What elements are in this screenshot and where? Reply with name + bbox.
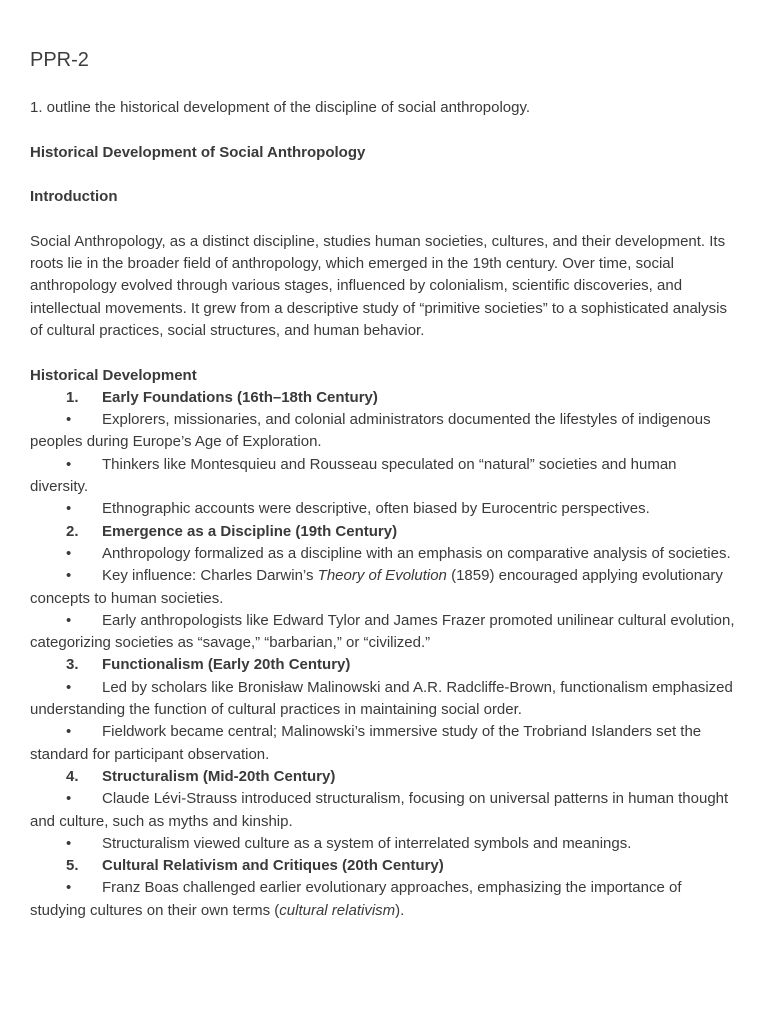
list-item: • Claude Lévi-Strauss introduced structuralism, focusing on universal patterns in human thought and culture, such as myths and kinship. [30,790,729,830]
bullet-icon: • [66,411,72,429]
section-heading: 2. Emergence as a Discipline (19th Century) [66,522,398,540]
list-item: • Structuralism viewed culture as a system of interrelated symbols and meanings. [30,833,738,855]
bullet-icon: • [66,723,72,741]
list-item: • Early anthropologists like Edward Tylor and James Frazer promoted unilinear cultural evolution, categorizing societies as “savage,” “barbarian,” or “civilized.” [30,611,735,652]
list-item: • Key influence: Charles Darwin’s Theory of Evolution (1859) encouraged applying evolutionary concepts to human societies. [30,567,723,607]
intro-paragraph: Social Anthropology, as a distinct discipline, studies human societies, cultures, and their development. Its roots lie in the broader field of anthropology, which emerged in the 19th century. Over time, social anthropology evolved through various stages, influenced by colonialism, scientific discoveries, and intellectual movements. It grew from a descriptive study of “primitive societies” to a sophisticated analysis of cultural practices, social structures, and human behavior. [30,232,727,339]
page-title: PPR-2 [30,49,89,71]
list-item: • Ethnographic accounts were descriptive, often biased by Eurocentric perspectives. [30,498,738,520]
bullet-icon: • [66,567,72,585]
bullet-icon: • [66,500,72,518]
section-heading: 1. Early Foundations (16th–18th Century) [66,388,378,406]
list-item: • Franz Boas challenged earlier evolutionary approaches, emphasizing the importance of studying cultures on their own terms (cultural relativism). [30,879,682,919]
bullet-icon: • [66,678,72,696]
section-heading: 5. Cultural Relativism and Critiques (20th Century) [66,857,444,875]
section-heading: 4. Structuralism (Mid-20th Century) [66,767,336,785]
list-item: • Led by scholars like Bronisław Malinowski and A.R. Radcliffe-Brown, functionalism emphasized understanding the function of cultural practices in maintaining social order. [30,678,733,719]
bullet-icon: • [66,834,72,852]
bullet-icon: • [66,544,72,562]
list-item: • Fieldwork became central; Malinowski’s immersive study of the Trobriand Islanders set the standard for participant observation. [30,723,702,763]
main-heading: Historical Development of Social Anthropology [30,143,366,161]
list-item: • Explorers, missionaries, and colonial administrators documented the lifestyles of indigenous peoples during Europe’s Age of Exploration. [30,411,711,451]
question-text: 1. outline the historical development of the discipline of social anthropology. [30,99,531,116]
bullet-icon: • [66,879,72,897]
list-item: • Thinkers like Montesquieu and Rousseau speculated on “natural” societies and human diversity. [30,455,677,496]
historical-heading: Historical Development [30,366,197,384]
bullet-icon: • [66,611,72,629]
bullet-icon: • [66,790,72,808]
section-heading: 3. Functionalism (Early 20th Century) [66,656,351,674]
list-item: • Anthropology formalized as a discipline with an emphasis on comparative analysis of societies. [30,543,738,565]
intro-heading: Introduction [30,188,118,206]
bullet-icon: • [66,455,72,473]
